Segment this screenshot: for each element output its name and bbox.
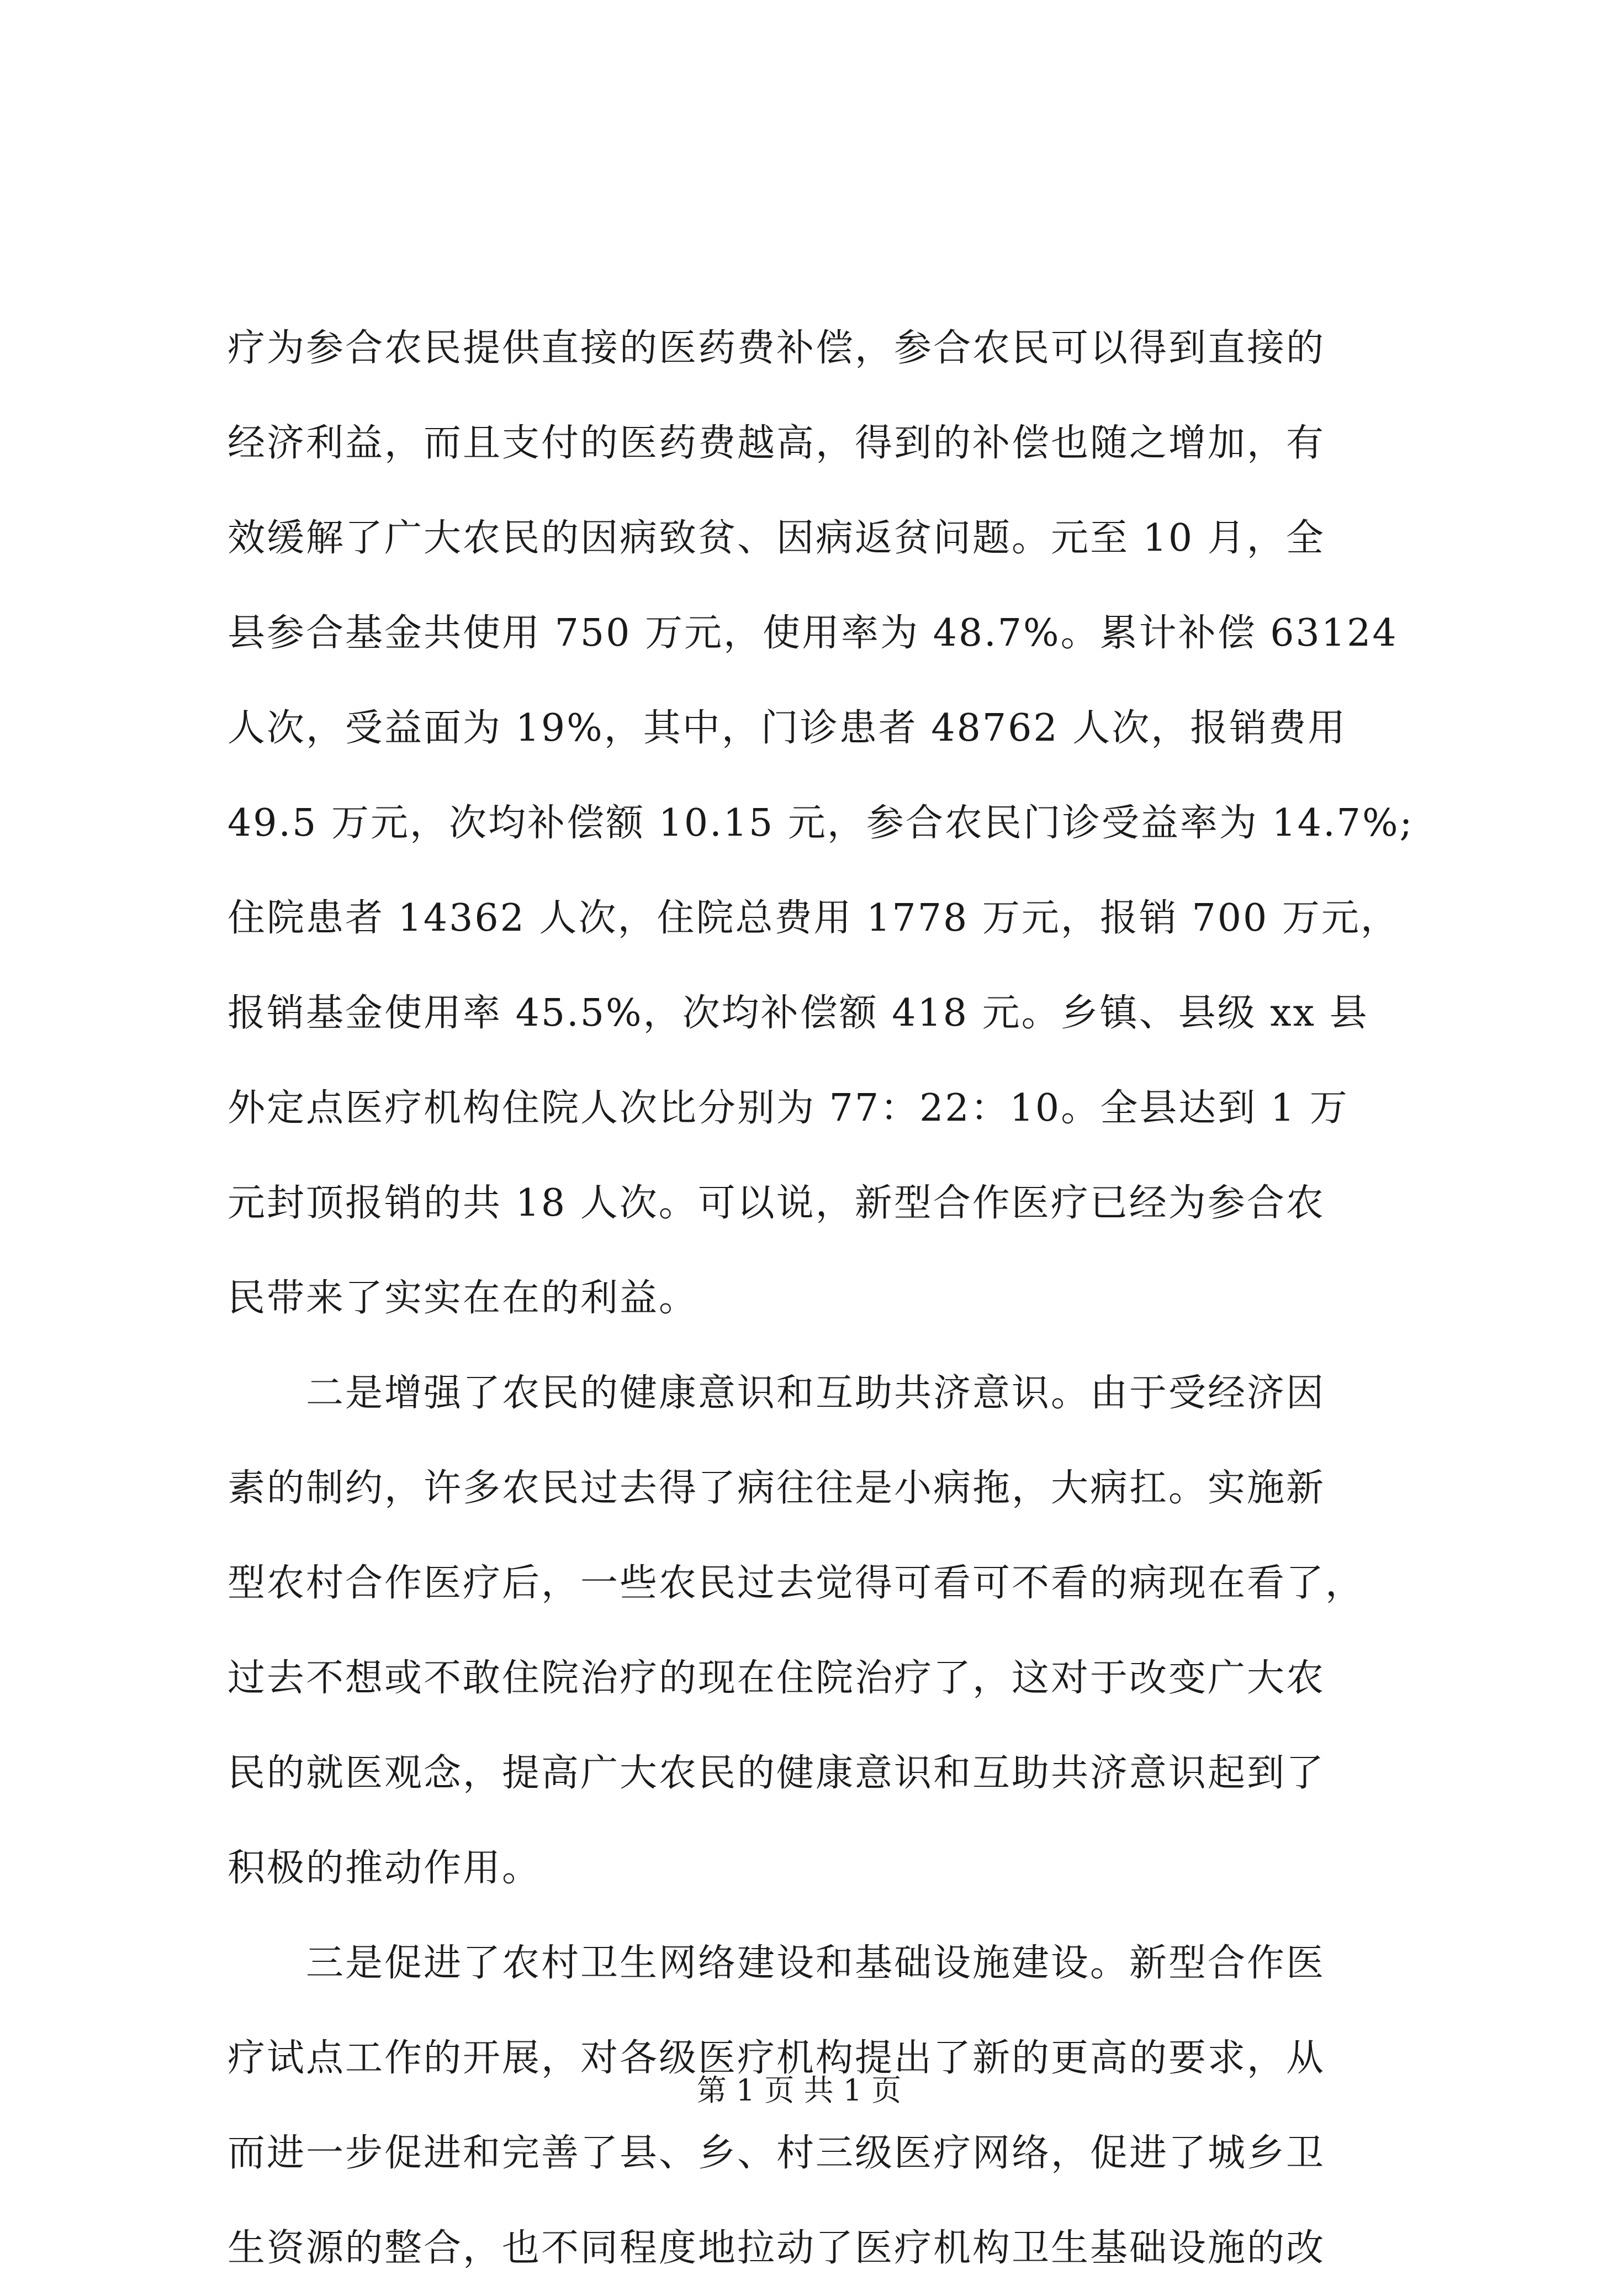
text-line: 二是增强了农民的健康意识和互助共济意识。由于受经济因: [227, 1371, 1326, 1415]
text-line: 民的就医观念，提高广大农民的健康意识和互助共济意识起到了: [227, 1751, 1326, 1795]
text-line: 人次，受益面为 19%，其中，门诊患者 48762 人次，报销费用: [227, 706, 1347, 750]
text-line: 报销基金使用率 45.5%，次均补偿额 418 元。乡镇、县级 xx 县: [227, 991, 1369, 1035]
text-line: 49.5 万元，次均补偿额 10.15 元，参合农民门诊受益率为 14.7%;: [227, 801, 1414, 845]
text-line: 县参合基金共使用 750 万元，使用率为 48.7%。累计补偿 63124: [227, 611, 1398, 655]
text-line: 生资源的整合，也不同程度地拉动了医疗机构卫生基础设施的改: [227, 2226, 1326, 2270]
page-footer: 第 1 页 共 1 页: [696, 2073, 902, 2108]
text-line: 积极的推动作用。: [227, 1846, 542, 1890]
text-line: 外定点医疗机构住院人次比分别为 77：22：10。全县达到 1 万: [227, 1086, 1349, 1130]
text-line: 经济利益，而且支付的医药费越高，得到的补偿也随之增加，有: [227, 421, 1326, 465]
text-line: 疗试点工作的开展，对各级医疗机构提出了新的更高的要求，从: [227, 2036, 1326, 2080]
text-line: 素的制约，许多农民过去得了病往往是小病拖，大病扛。实施新: [227, 1466, 1326, 1510]
text-line: 元封顶报销的共 18 人次。可以说，新型合作医疗已经为参合农: [227, 1181, 1325, 1225]
text-line: 民带来了实实在在的利益。: [227, 1276, 699, 1320]
text-line: 而进一步促进和完善了县、乡、村三级医疗网络，促进了城乡卫: [227, 2131, 1326, 2175]
text-line: 三是促进了农村卫生网络建设和基础设施建设。新型合作医: [227, 1941, 1326, 1985]
text-line: 过去不想或不敢住院治疗的现在住院治疗了，这对于改变广大农: [227, 1656, 1326, 1700]
text-line: 型农村合作医疗后，一些农民过去觉得可看可不看的病现在看了，: [227, 1561, 1365, 1605]
text-line: 住院患者 14362 人次，住院总费用 1778 万元，报销 700 万元，: [227, 896, 1400, 940]
text-line: 效缓解了广大农民的因病致贫、因病返贫问题。元至 10 月，全: [227, 516, 1325, 560]
body-text: [227, 301, 1431, 2296]
text-line: 疗为参合农民提供直接的医药费补偿，参合农民可以得到直接的: [227, 326, 1326, 370]
